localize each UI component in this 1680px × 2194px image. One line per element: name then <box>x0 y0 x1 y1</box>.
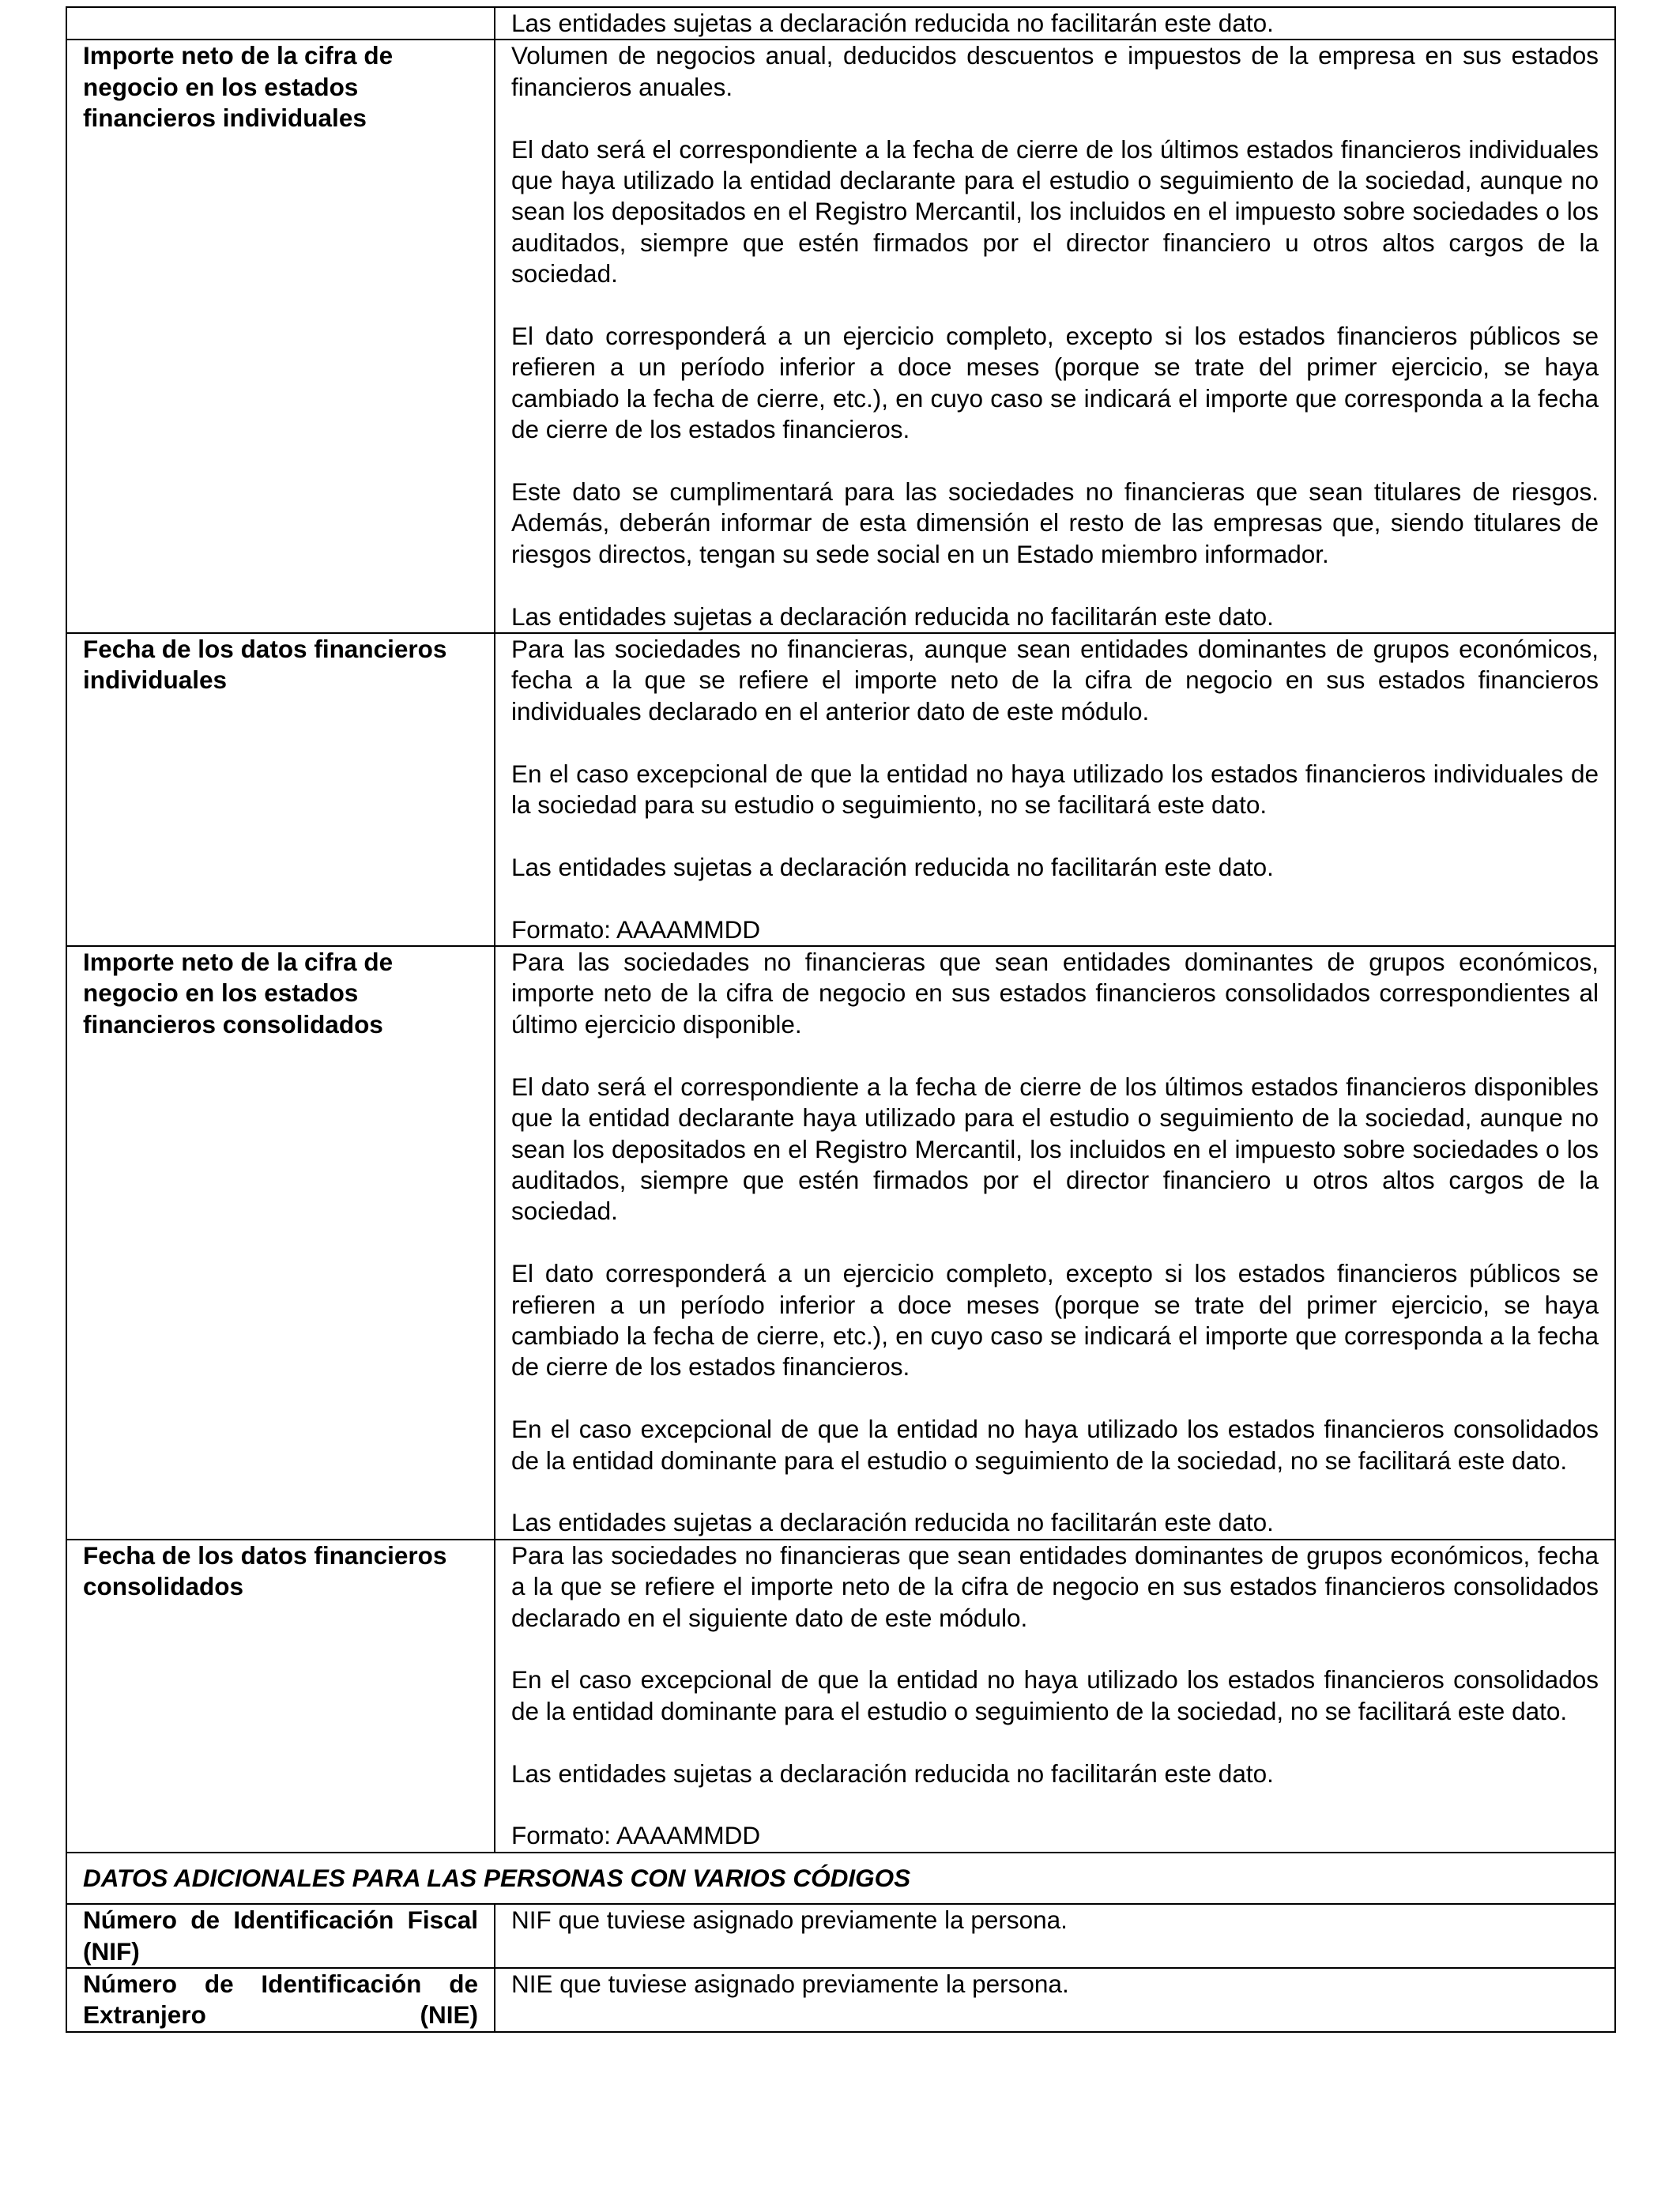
table-row <box>66 7 1615 40</box>
row-label: Importe neto de la cifra de negocio en los estados financieros consolidados <box>66 946 495 1540</box>
row-label-nif: Número de Identificación Fiscal (NIF) <box>66 1904 495 1968</box>
row-description <box>495 633 1615 946</box>
description-paragraph: Las entidades sujetas a declaración reducida no facilitarán este dato. <box>511 1759 1274 1788</box>
row-description <box>495 40 1615 633</box>
description-paragraph: El dato corresponderá a un ejercicio completo, excepto si los estados financieros públicos se refieren a un período inferior a doce meses (porque se trate del primer ejercicio, se haya cambiado la fecha de cierre, etc.), en cuyo caso se indicará el importe que corresponda a la fecha de cierre de los estados financieros. <box>511 1259 1599 1382</box>
row-label: Fecha de los datos financieros individuales <box>66 633 495 946</box>
table-row <box>66 946 1615 1540</box>
row-label: Importe neto de la cifra de negocio en los estados financieros individuales <box>66 40 495 633</box>
row-description <box>495 7 1615 40</box>
description-paragraph: En el caso excepcional de que la entidad no haya utilizado los estados financieros individuales de la sociedad para su estudio o seguimiento, no se facilitará este dato. <box>511 759 1599 820</box>
row-description-nie: NIE que tuviese asignado previamente la persona. <box>495 1968 1615 2032</box>
description-paragraph: Las entidades sujetas a declaración reducida no facilitarán este dato. <box>511 9 1274 37</box>
description-paragraph: Las entidades sujetas a declaración reducida no facilitarán este dato. <box>511 1508 1274 1537</box>
table-row <box>66 1968 1615 2032</box>
additional-section <box>66 1853 1615 2032</box>
description-paragraph: En el caso excepcional de que la entidad no haya utilizado los estados financieros consolidados de la entidad dominante para el estudio o seguimiento de la sociedad, no se facilitará este dato. <box>511 1665 1599 1725</box>
description-paragraph: Para las sociedades no financieras, aunque sean entidades dominantes de grupos económicos, fecha a la que se refiere el importe neto de la cifra de negocio en sus estados financieros individuales declarado en el anterior dato de este módulo. <box>511 635 1599 726</box>
description-paragraph: Para las sociedades no financieras que sean entidades dominantes de grupos económicos, importe neto de la cifra de negocio en sus estados financieros consolidados correspondientes al último ejercicio disponible. <box>511 948 1599 1039</box>
table-row <box>66 1904 1615 1968</box>
description-paragraph: Las entidades sujetas a declaración reducida no facilitarán este dato. <box>511 601 1274 631</box>
description-paragraph: Para las sociedades no financieras que sean entidades dominantes de grupos económicos, fecha a la que se refiere el importe neto de la cifra de negocio en sus estados financieros consolidados declarado en el siguiente dato de este módulo. <box>511 1540 1599 1632</box>
description-paragraph: Este dato se cumplimentará para las sociedades no financieras que sean titulares de riesgos. Además, deberán informar de esta dimensión el resto de las empresas que, siendo titulares de riesgos directos, tengan su sede social en un Estado miembro informador. <box>511 477 1599 568</box>
row-label: Fecha de los datos financieros consolidados <box>66 1540 495 1853</box>
description-paragraph: Formato: AAAAMMDD <box>511 1821 761 1850</box>
table-row <box>66 633 1615 946</box>
description-paragraph: Formato: AAAAMMDD <box>511 914 761 944</box>
section-header: DATOS ADICIONALES PARA LAS PERSONAS CON VARIOS CÓDIGOS <box>66 1853 1615 1904</box>
description-paragraph: El dato será el correspondiente a la fecha de cierre de los últimos estados financieros individuales que haya utilizado la entidad declarante para el estudio o seguimiento de la sociedad, aunque no sean los depositados en el Registro Mercantil, los incluidos en el impuesto sobre sociedades o los auditados, siempre que estén firmados por el director financiero u otros altos cargos de la sociedad. <box>511 134 1599 288</box>
row-description-nif: NIF que tuviese asignado previamente la persona. <box>495 1904 1615 1968</box>
table-row <box>66 1540 1615 1853</box>
row-description <box>495 946 1615 1540</box>
row-label <box>66 7 495 40</box>
definitions-table-body <box>66 7 1615 1853</box>
row-description <box>495 1540 1615 1853</box>
table-row <box>66 40 1615 633</box>
description-paragraph: El dato será el correspondiente a la fecha de cierre de los últimos estados financieros disponibles que la entidad declarante haya utilizado para el estudio o seguimiento de la sociedad, aunque no sean los depositados en el Registro Mercantil, los incluidos en el impuesto sobre sociedades o los auditados, siempre que estén firmados por el director financiero u otros altos cargos de la sociedad. <box>511 1072 1599 1226</box>
section-header-row <box>66 1853 1615 1904</box>
definitions-table <box>66 6 1616 2033</box>
description-paragraph: Volumen de negocios anual, deducidos descuentos e impuestos de la empresa en sus estados financieros anuales. <box>511 41 1599 101</box>
description-paragraph: En el caso excepcional de que la entidad no haya utilizado los estados financieros consolidados de la entidad dominante para el estudio o seguimiento de la sociedad, no se facilitará este dato. <box>511 1415 1599 1475</box>
description-paragraph: El dato corresponderá a un ejercicio completo, excepto si los estados financieros públicos se refieren a un período inferior a doce meses (porque se trate del primer ejercicio, se haya cambiado la fecha de cierre, etc.), en cuyo caso se indicará el importe que corresponda a la fecha de cierre de los estados financieros. <box>511 322 1599 444</box>
row-label-nie: Número de Identificación de Extranjero (NIE) <box>66 1968 495 2032</box>
description-paragraph: Las entidades sujetas a declaración reducida no facilitarán este dato. <box>511 852 1274 881</box>
